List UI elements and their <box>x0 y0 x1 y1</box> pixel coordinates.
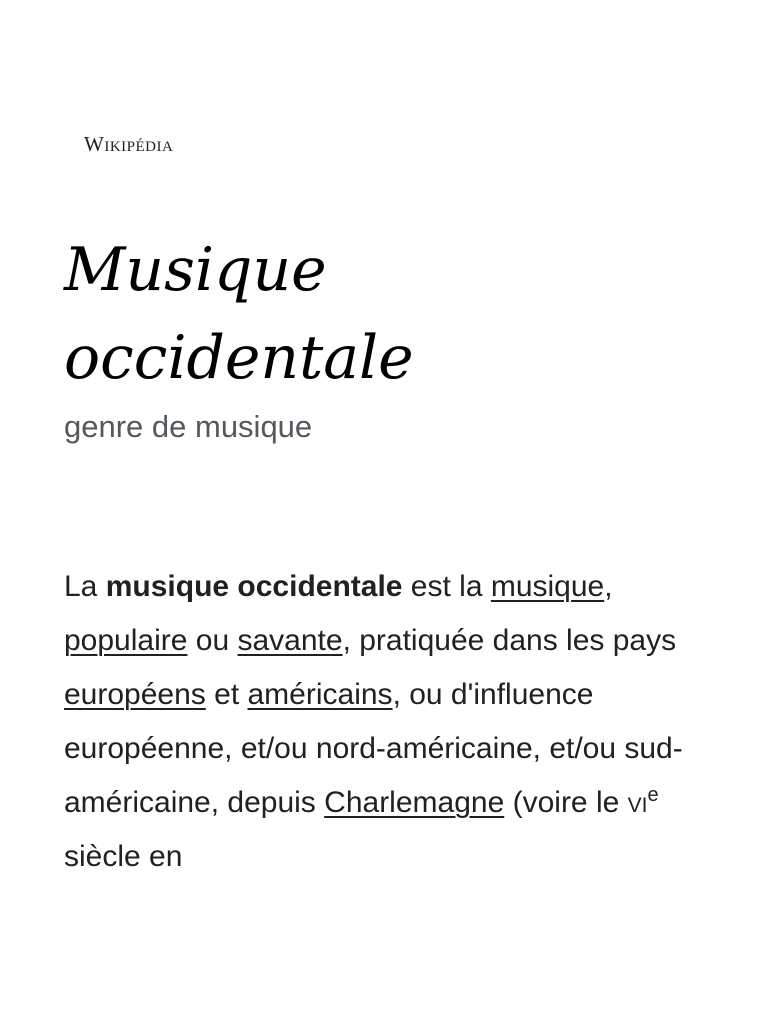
text-segment: ou <box>187 624 238 657</box>
page-title-line1: Musique <box>64 235 327 305</box>
link-populaire[interactable]: populaire <box>64 624 188 657</box>
link-musique[interactable]: musique <box>490 570 605 603</box>
text-segment: , <box>604 570 613 603</box>
text-segment: , ou d'influence européenne, et/ou nord-américaine, et/ou sud-américaine, depuis <box>64 678 683 819</box>
text-segment: et <box>205 678 248 711</box>
text-segment: siècle en <box>64 840 183 873</box>
intro-paragraph <box>64 560 714 884</box>
link-americains[interactable]: américains <box>247 678 393 711</box>
link-charlemagne[interactable]: Charlemagne <box>324 786 505 819</box>
text-segment: La <box>64 570 106 603</box>
page-title-line2: occidentale <box>64 323 414 393</box>
page-title <box>64 226 704 402</box>
text-segment: , pratiquée dans les pays <box>342 624 677 657</box>
wikipedia-logo[interactable]: Wikipédia <box>84 132 174 156</box>
link-europeens[interactable]: européens <box>64 678 206 711</box>
century-superscript: e <box>647 784 659 806</box>
link-savante[interactable]: savante <box>237 624 343 657</box>
page-subtitle: genre de musique <box>64 409 313 444</box>
century-roman-numeral: vi <box>627 786 648 819</box>
text-segment: est la <box>402 570 491 603</box>
text-segment: (voire le <box>504 786 628 819</box>
bold-term: musique occidentale <box>105 570 403 603</box>
